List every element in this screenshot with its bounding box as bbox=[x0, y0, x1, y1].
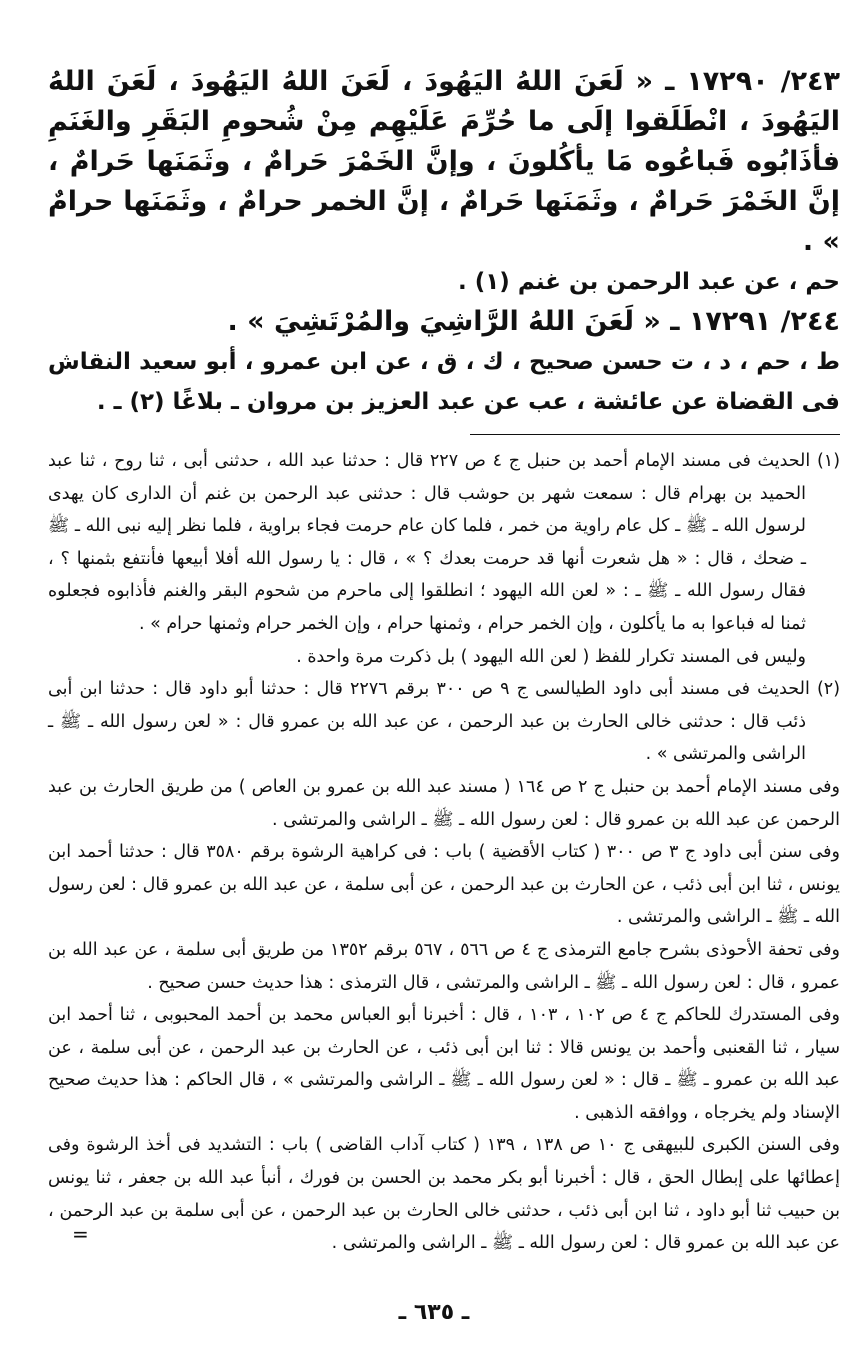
footnote-divider bbox=[470, 434, 840, 435]
hadith-244-source: ط ، حم ، د ، ت حسن صحيح ، ك ، ق ، عن ابن عمرو ، أبو سعيد النقاش فى القضاة عن عائشة ، عب عن عبد العزيز بن مروان ـ بلاغًا (٢) ـ . bbox=[48, 349, 840, 415]
footnote-2-paragraph: وفى مسند الإمام أحمد بن حنبل ج ٢ ص ١٦٤ ( مسند عبد الله بن عمرو بن العاص ) من طريق الحارث بن عبد الرحمن عن عبد الله بن عمرو قال : لعن رسول الله ـ ﷺ ـ الراشى والمرتشى . bbox=[48, 776, 840, 830]
footnote-2-paragraph: وفى تحفة الأحوذى بشرح جامع الترمذى ج ٤ ص ٥٦٦ ، ٥٦٧ برقم ١٣٥٢ من طريق أبى سلمة ، عن عبد الله بن عمرو ، قال : لعن رسول الله ـ ﷺ ـ الراشى والمرتشى ، قال الترمذى : هذا حديث حسن صحيح . bbox=[48, 939, 840, 993]
page bbox=[48, 62, 840, 1260]
hadith-243-text: ٢٤٣/ ١٧٢٩٠ ـ « لَعَنَ اللهُ اليَهُودَ ، لَعَنَ اللهُ اليَهُودَ ، لَعَنَ اللهُ اليَهُودَ ، انْطَلَقوا إلَى ما حُرِّمَ عَلَيْهِم مِنْ شُحومِ البَقَرِ والغَنَمِ فأذَابُوه فَباعُوه مَا يأكُلونَ ، وإنَّ الخَمْرَ حَرامٌ ، وثَمَنَها حَرامٌ ، إنَّ الخَمْرَ حَرامٌ ، وثَمَنَها حَرامٌ ، إنَّ الخمر حرامٌ ، وثَمَنَها حرامٌ » . bbox=[48, 66, 841, 257]
footnote-2-paragraph: وفى السنن الكبرى للبيهقى ج ١٠ ص ١٣٨ ، ١٣٩ ( كتاب آداب القاضى ) باب : التشديد فى أخذ الرشوة وفى إعطائها على إبطال الحق ، قال : أخبرنا أبو بكر محمد بن الحسن بن فورك ، أنبأ عبد الله بن جعفر ، ثنا يونس بن حبيب ثنا أبو داود ، ثنا ابن أبى ذئب ، حدثنى خالى الحارث بن عبد الرحمن ، عن أبى سلمة بن عبد الرحمن ، عن عبد الله بن عمرو قال : لعن رسول الله ـ ﷺ ـ الراشى والمرتشى . bbox=[48, 1135, 840, 1254]
footnotes bbox=[48, 445, 840, 1260]
footnote-2-paragraph: وفى المستدرك للحاكم ج ٤ ص ١٠٢ ، ١٠٣ ، قال : أخبرنا أبو العباس محمد بن أحمد المحبوبى ، ثنا أحمد ابن سيار ، ثنا القعنبى وأحمد بن يونس قالا : ثنا ابن أبى ذئب ، عن الحارث بن عبد الرحمن ، عن أبى سلمة ، عن عبد الله بن عمرو ـ ﷺ ـ قال : « لعن رسول الله ـ ﷺ ـ الراشى والمرتشى » ، قال الحاكم : هذا حديث صحيح الإسناد ولم يخرجاه ، ووافقه الذهبى . bbox=[48, 1005, 840, 1123]
footnote-1-paragraph: (١) الحديث فى مسند الإمام أحمد بن حنبل ج ٤ ص ٢٢٧ قال : حدثنا عبد الله ، حدثنى أبى ، ثنا روح ، ثنا عبد الحميد بن بهرام قال : سمعت شهر بن حوشب قال : حدثنى عبد الرحمن بن غنم أن الدارى كان يهدى لرسول الله ـ ﷺ ـ كل عام راوية من خمر ، فلما كان عام حرمت فجاء براوية ، فلما نظر إليه نبى الله ـ ﷺ ـ ضحك ، قال : « هل شعرت أنها قد حرمت بعدك ؟ » ، قال : يا رسول الله أفلا أبيعها فأنتفع بثمنها ؟ ، فقال رسول الله ـ ﷺ ـ : « لعن الله اليهود ؛ انطلقوا إلى ماحرم من شحوم البقر والغنم فأذابوه فجعلوه ثمنا له فباعوا به ما يأكلون ، وإن الخمر حرام ، وثمنها حرام ، وإن الخمر حرام وثمنها حرام » . bbox=[48, 451, 841, 634]
footnote-1-note: وليس فى المسند تكرار للفظ ( لعن الله اليهود ) بل ذكرت مرة واحدة . bbox=[296, 646, 806, 667]
footnote-2-paragraph: وفى سنن أبى داود ج ٣ ص ٣٠٠ ( كتاب الأقضية ) باب : فى كراهية الرشوة برقم ٣٥٨٠ قال : حدثنا أحمد ابن يونس ، ثنا ابن أبى ذئب ، عن الحارث بن عبد الرحمن ، عن أبى سلمة ، عن عبد الله بن عمرو قال : لعن رسول الله ـ ﷺ ـ الراشى والمرتشى . bbox=[48, 842, 840, 928]
hadith-243-source: حم ، عن عبد الرحمن بن غنم (١) . bbox=[457, 269, 840, 295]
footnote-2-paragraph: (٢) الحديث فى مسند أبى داود الطيالسى ج ٩ ص ٣٠٠ برقم ٢٢٧٦ قال : حدثنا أبو داود قال : حدثنا ابن أبى ذئب قال : حدثنى خالى الحارث بن عبد الرحمن ، عن عبد الله بن عمرو قال : « لعن رسول الله ـ ﷺ ـ الراشى والمرتشى » . bbox=[48, 679, 841, 765]
page-number: ـ ٦٣٥ ـ bbox=[398, 1300, 470, 1325]
continuation-mark: = bbox=[72, 1222, 89, 1246]
main-text bbox=[48, 62, 840, 422]
hadith-244-text: ٢٤٤/ ١٧٢٩١ ـ « لَعَنَ اللهُ الرَّاشِيَ والمُرْتَشِيَ » . bbox=[227, 306, 840, 337]
